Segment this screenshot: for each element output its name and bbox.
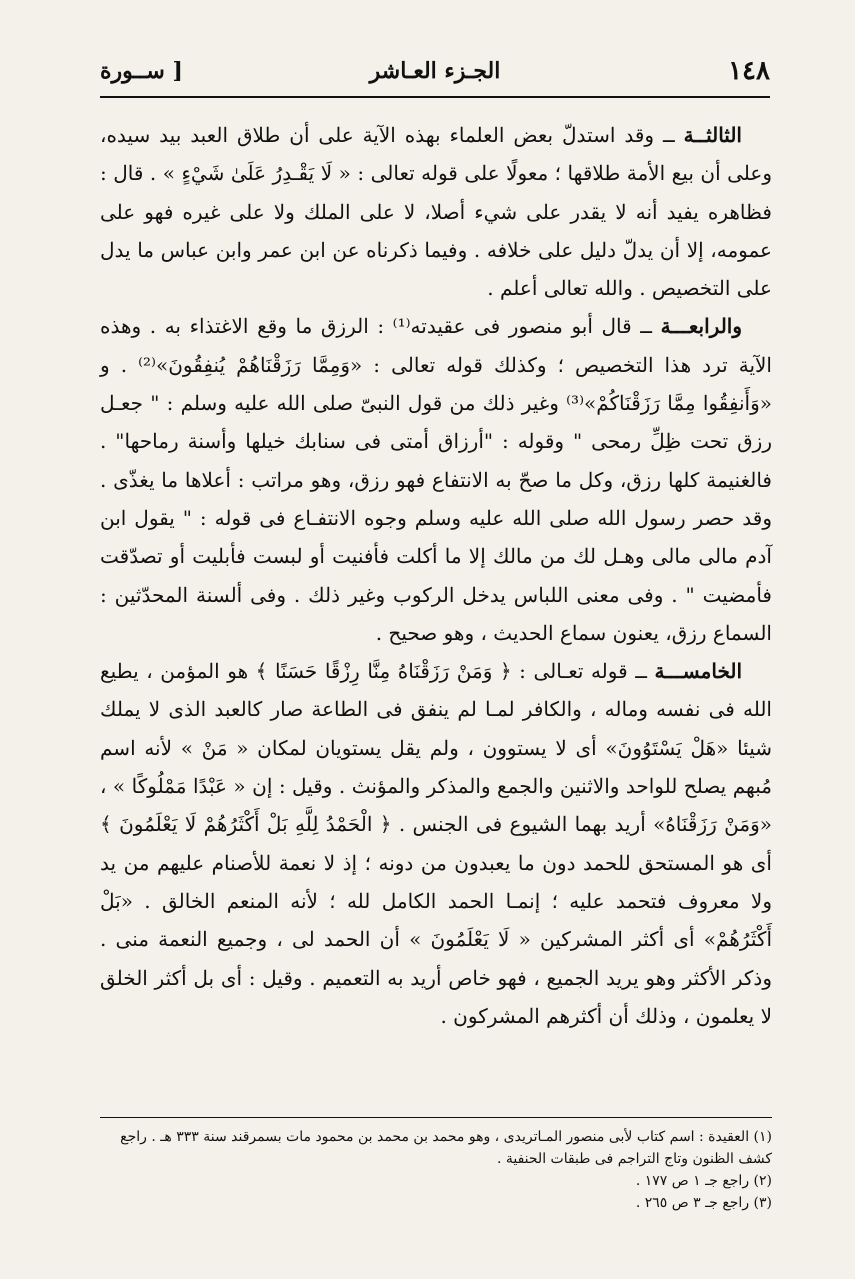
- footnote-3: (٣) راجع جـ ٣ ص ٢٦٥ .: [635, 1195, 772, 1211]
- paragraph-heading: الثالثــة: [683, 123, 742, 147]
- paragraph-third: [100, 116, 772, 307]
- paragraph-fifth: [100, 652, 772, 1035]
- paragraph-heading: والرابعـــة: [660, 314, 743, 339]
- paragraph-text: ــ وقد استدلّ بعض العلماء بهذه الآية على أن طلاق العبد بيد سيده، وعلى أن بيع الأمة طلاقها ؛ معولًا على قوله تعالى : « لَا يَقْـدِرُ عَلَىٰ شَيْءٍ » . قال : فظاهره يفيد أنه لا يقدر على شيء أصلا، لا على الملك ولا على غيره فهو على عمومه، إلا أن يدلّ دليل على خلافه . وفيما ذكرناه عن ابن عمر وابن عباس ما يدل على التخصيص . والله تعالى أعلم .: [100, 123, 772, 301]
- surah-label: [ ســورة: [100, 58, 183, 84]
- paragraph-fourth: [100, 307, 772, 652]
- paragraph-heading: الخامســـة: [654, 659, 743, 684]
- page-header: [100, 52, 770, 98]
- page-number: ١٤٨: [728, 56, 770, 86]
- paragraph-text: ــ قال أبو منصور فى عقيدته⁽¹⁾ : الرزق ما وقع الاغتذاء به . وهذه الآية ترد هذا التخصيص ؛ وكذلك قوله تعالى : «وَمِمَّا رَزَقْنَاهُمْ يُنفِقُونَ»⁽²⁾ . و «وَأَنفِقُوا مِمَّا رَزَقْنَاكُمْ»⁽³⁾ وغير ذلك من قول النبىّ صلى الله عليه وسلم : " جعـل رزق تحت ظِلِّ رمحى " وقوله : "أرزاق أمتى فى سنابك خيلها وأسنة رماحها" . فالغنيمة كلها رزق، وكل ما صحّ به الانتفاع فهو رزق، وهو مراتب : أعلاها ما يغذّى . وقد حصر رسول الله صلى الله عليه وسلم وجوه الانتفـاع فى قوله : " يقول ابن آدم مالى مالى وهـل لك من مالك إلا ما أكلت فأفنيت أو لبست فأبليت أو تصدّقت فأمضيت " . وفى معنى اللباس يدخل الركوب وغير ذلك . وفى ألسنة المحدّثين : السماع رزق، يعنون سماع الحديث ، وهو صحيح .: [100, 314, 772, 645]
- part-title: الجـزء العـاشر: [369, 58, 501, 84]
- main-text: [100, 116, 772, 1035]
- footnote-2: (٢) راجع جـ ١ ص ١٧٧ .: [635, 1173, 772, 1189]
- footnotes: [100, 1117, 772, 1214]
- paragraph-text: ــ قوله تعـالى : ﴿ وَمَنْ رَزَقْنَاهُ مِنَّا رِزْقًا حَسَنًا ﴾ هو المؤمن ، يطيع الله فى نفسه وماله ، والكافر لمـا لم ينفق فى الطاعة صار كالعبد الذى لا يملك شيئا «هَلْ يَسْتَوُونَ» أى لا يستوون ، ولم يقل يستويان لمكان « مَنْ » لأنه اسم مُبهم يصلح للواحد والاثنين والجمع والمذكر والمؤنث . وقيل : إن « عَبْدًا مَمْلُوكًا » ، «وَمَنْ رَزَقْنَاهُ» أريد بهما الشيوع فى الجنس . ﴿ الْحَمْدُ لِلَّهِ بَلْ أَكْثَرُهُمْ لَا يَعْلَمُونَ ﴾ أى هو المستحق للحمد دون ما يعبدون من دونه ؛ إذ لا نعمة للأصنام عليهم من يد ولا معروف فتحمد عليه ؛ إنمـا الحمد الكامل لله ؛ لأنه المنعم الخالق . «بَلْ أَكْثَرُهُمْ» أى أكثر المشركين « لَا يَعْلَمُونَ » أن الحمد لى ، وجميع النعمة منى . وذكر الأكثر وهو يريد الجميع ، فهو خاص أريد به التعميم . وقيل : أى بل أكثر الخلق لا يعلمون ، وذلك أن أكثرهم المشركون .: [100, 659, 772, 1028]
- footnote-1: (١) العقيدة : اسم كتاب لأبى منصور المـاتريدى ، وهو محمد بن محمد بن محمود مات بسمرقند سنة ٣٣٣ هـ . راجع كشف الظنون وتاج التراجم فى طبقات الحنفية .: [120, 1129, 772, 1167]
